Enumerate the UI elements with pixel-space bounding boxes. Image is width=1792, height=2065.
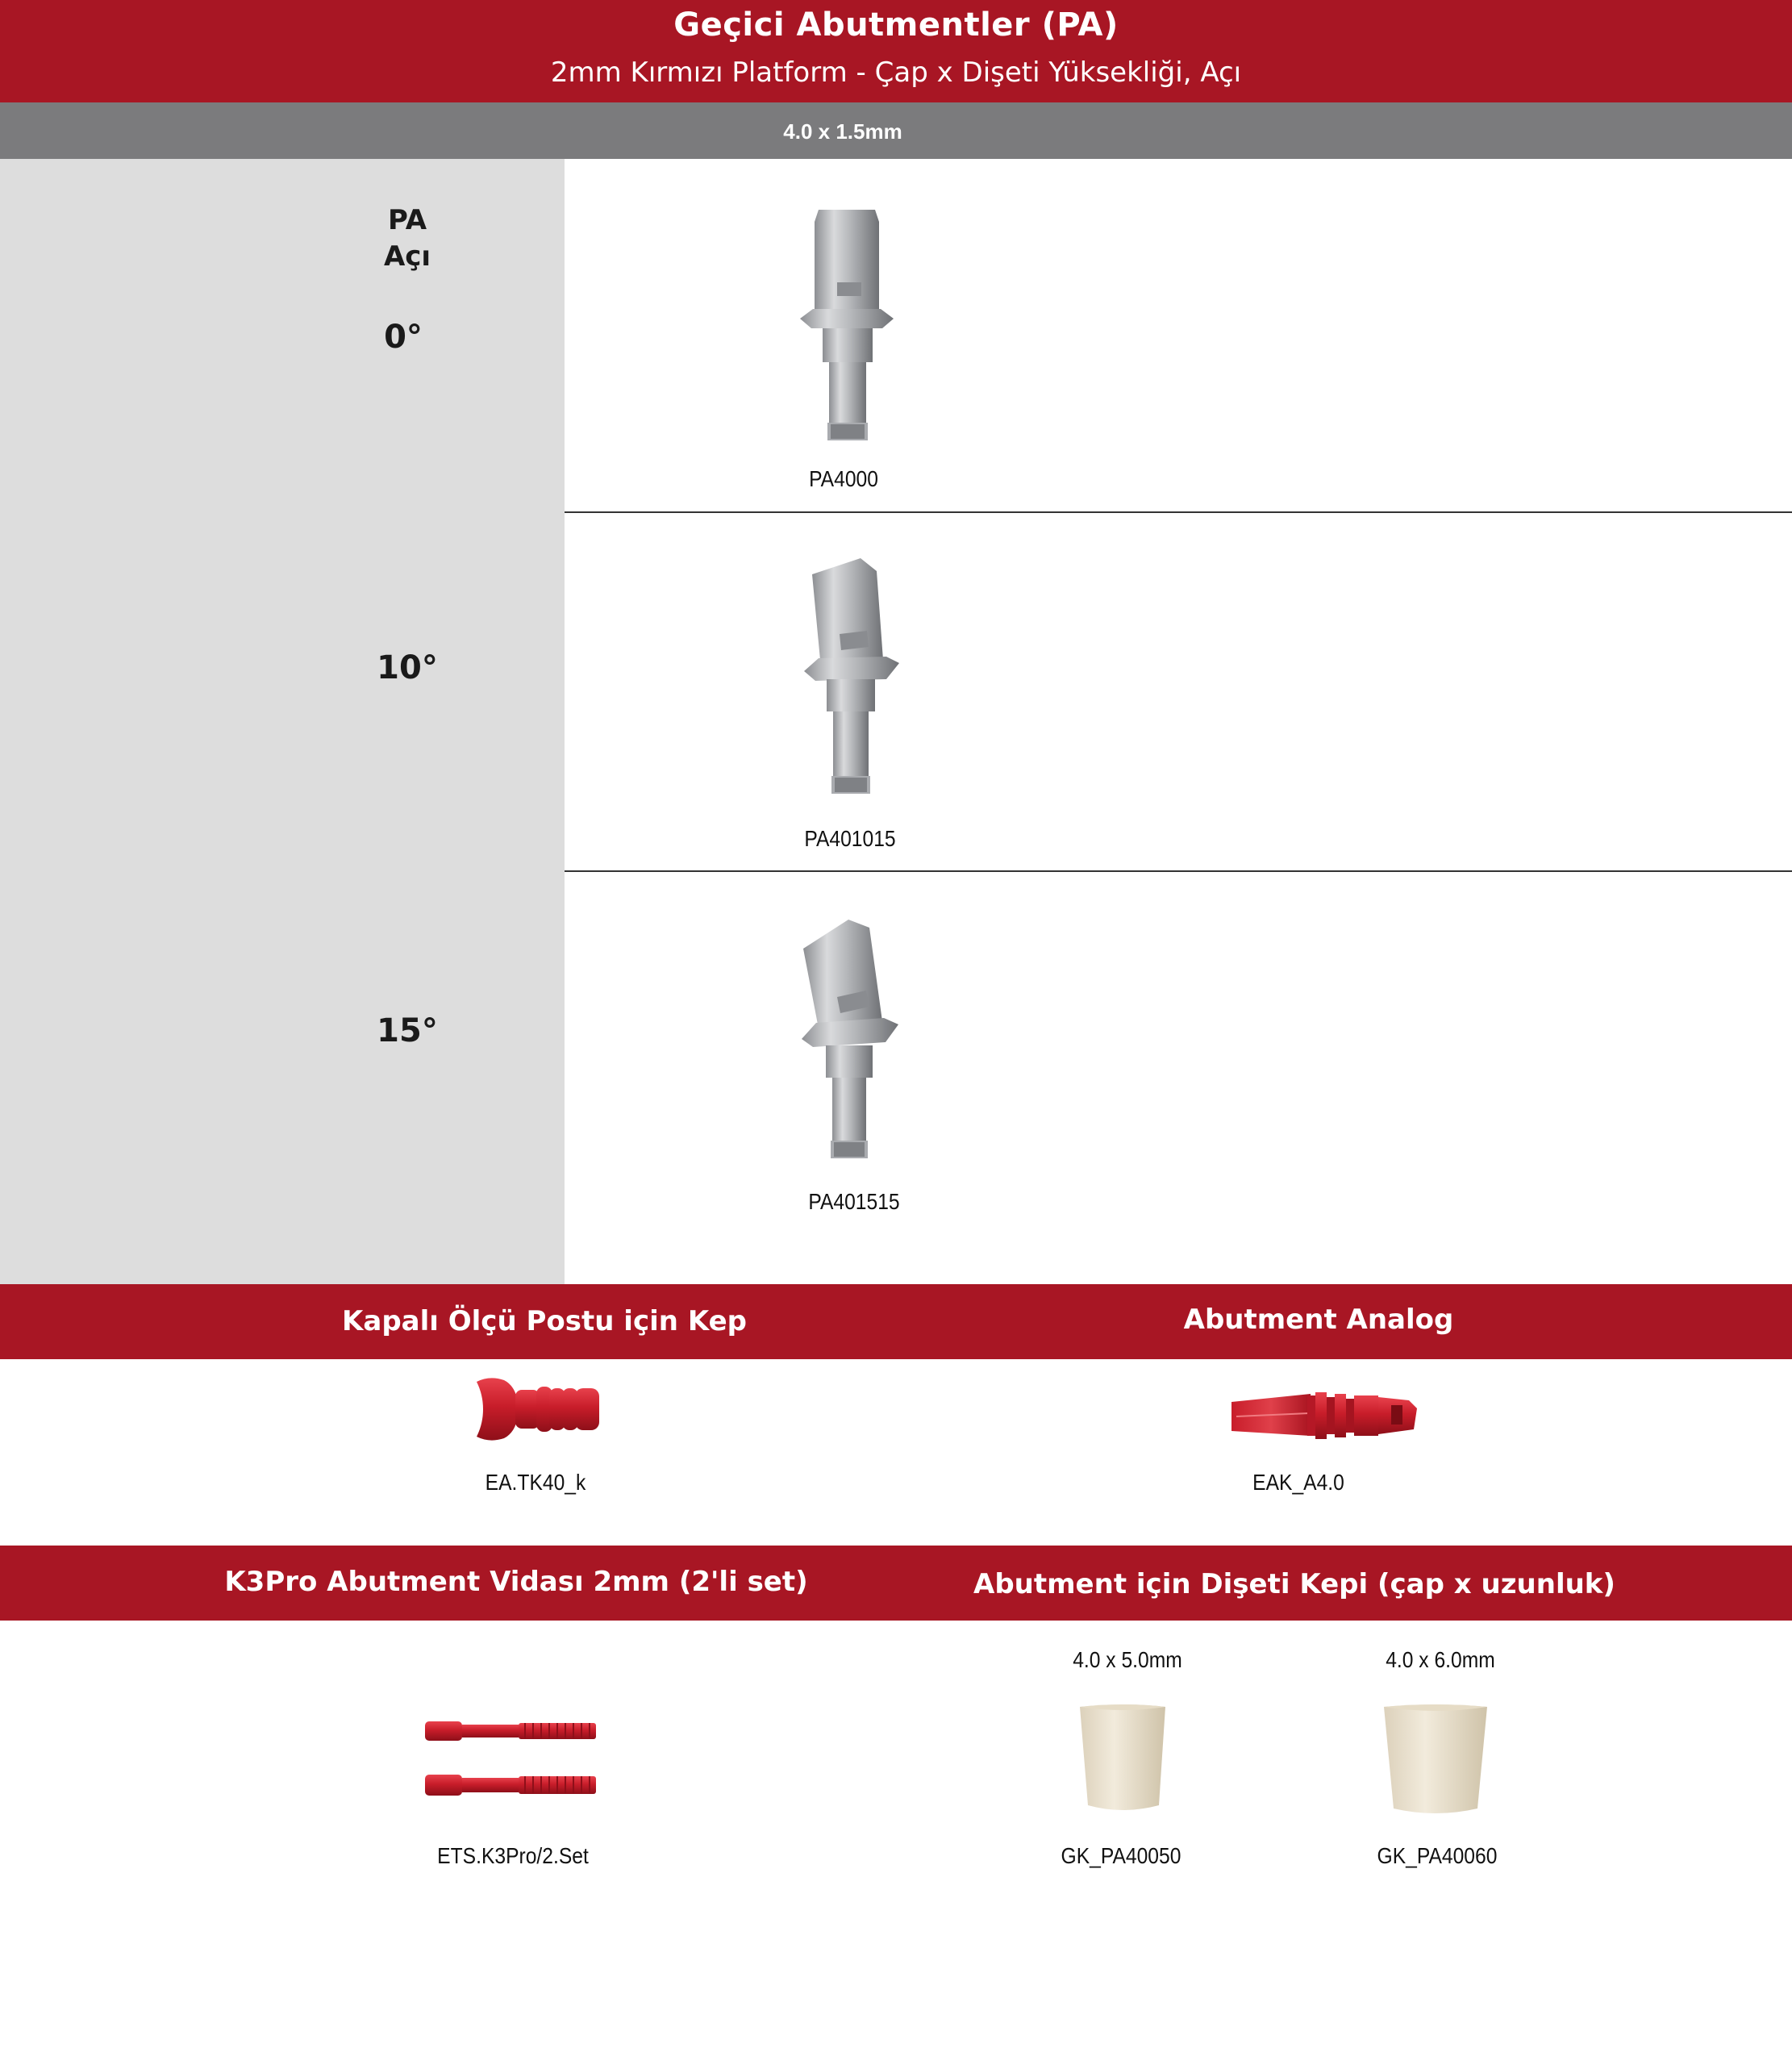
section-title-gingiva: Abutment için Dişeti Kepi (çap x uzunluk) — [973, 1568, 1615, 1600]
product-code: PA4000 — [809, 466, 878, 491]
abutment-15-image — [798, 918, 907, 1164]
angle-value-15: 15° — [377, 1012, 438, 1049]
abutment-screws-image — [423, 1717, 601, 1805]
product-code: PA401515 — [808, 1189, 900, 1214]
product-code: GK_PA40050 — [1061, 1843, 1181, 1868]
angle-header-pa: PA — [387, 204, 427, 236]
header-banner — [0, 0, 1792, 102]
section-title-analog: Abutment Analog — [1183, 1304, 1454, 1336]
angle-header-aci: Açı — [383, 240, 431, 273]
page-subtitle: 2mm Kırmızı Platform - Çap x Dişeti Yüksekliği, Açı — [550, 56, 1242, 89]
size-column-label: 4.0 x 1.5mm — [783, 119, 902, 144]
product-code: PA401015 — [804, 826, 896, 851]
row-divider — [565, 511, 1792, 513]
angle-value-0: 0° — [384, 319, 423, 356]
angle-value-10: 10° — [377, 649, 438, 686]
abutment-10-image — [802, 557, 907, 803]
abutment-analog-image — [1230, 1386, 1423, 1446]
section-title-cap: Kapalı Ölçü Postu için Kep — [342, 1305, 747, 1337]
product-code: GK_PA40060 — [1377, 1843, 1498, 1868]
gingiva-cap-image — [1077, 1702, 1169, 1819]
row-divider — [565, 870, 1792, 872]
impression-cap-image — [472, 1375, 605, 1444]
product-code: EA.TK40_k — [485, 1470, 586, 1495]
gingiva-cap-dimension: 4.0 x 6.0mm — [1386, 1647, 1495, 1672]
page-title: Geçici Abutmentler (PA) — [673, 6, 1119, 44]
abutment-0-image — [798, 206, 903, 448]
product-code: EAK_A4.0 — [1252, 1470, 1344, 1495]
gingiva-cap-image — [1379, 1702, 1492, 1823]
gingiva-cap-dimension: 4.0 x 5.0mm — [1073, 1647, 1182, 1672]
product-code: ETS.K3Pro/2.Set — [437, 1843, 589, 1868]
section-title-screw: K3Pro Abutment Vidası 2mm (2'li set) — [224, 1566, 808, 1598]
